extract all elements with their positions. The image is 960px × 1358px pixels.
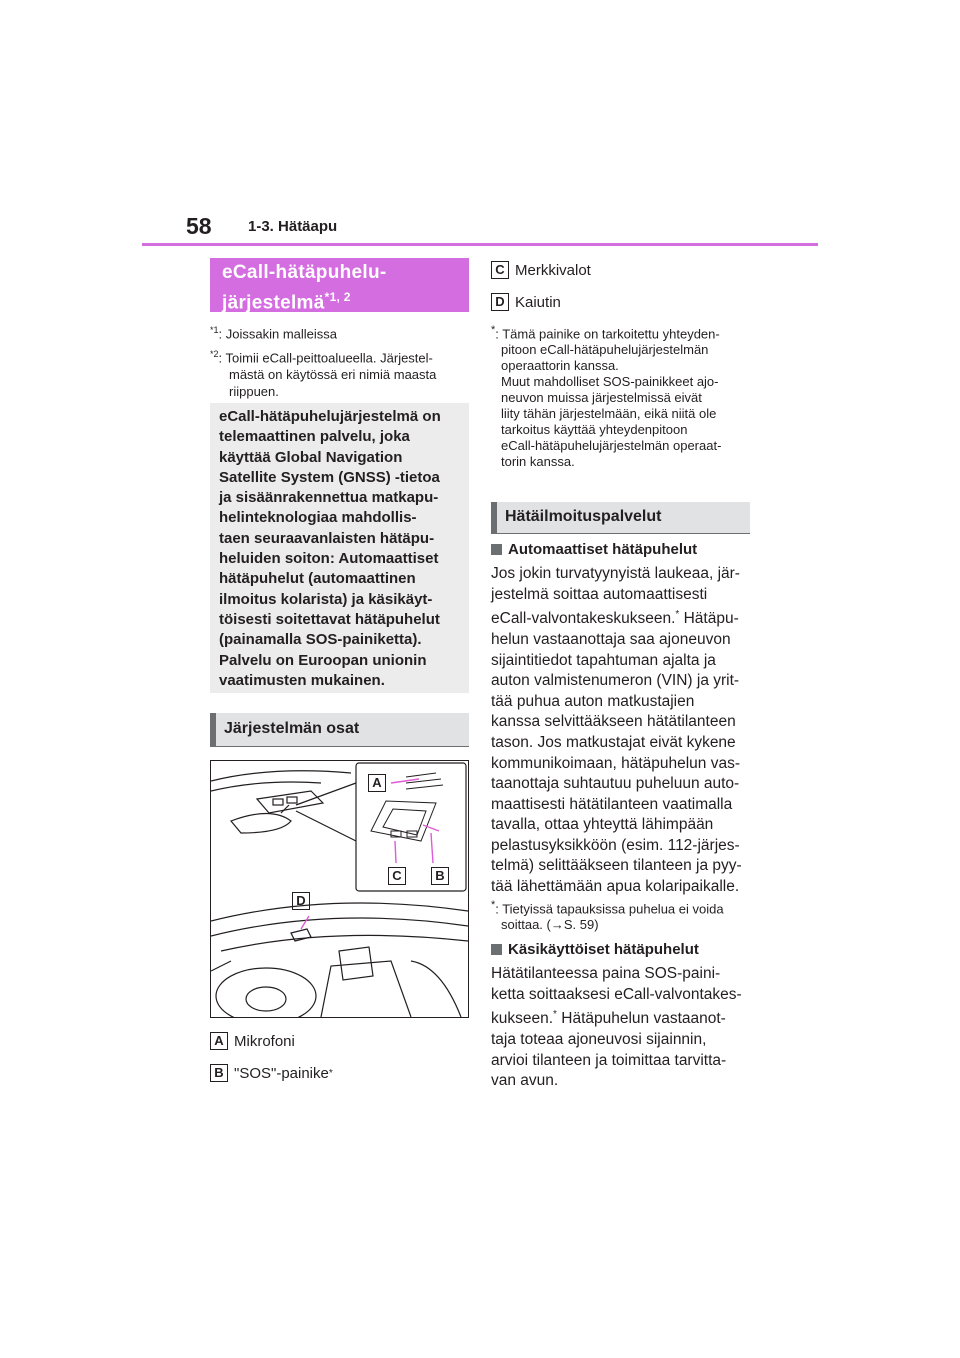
info-line: ilmoitus kolarista) ja käsikäyt- — [219, 590, 433, 608]
body-line: Jos jokin turvatyynyistä laukeaa, jär- — [491, 565, 740, 582]
bullet-square-icon — [491, 544, 502, 555]
figure-label-c: C — [388, 867, 406, 885]
body-line: jestelmä soittaa automaattisesti — [491, 585, 708, 603]
info-line: telemaattinen palvelu, joka — [219, 428, 410, 446]
footnote-1-text: : Joissakin malleissa — [218, 326, 338, 342]
body-line: tää puhua auton matkustajien — [491, 692, 695, 710]
note-line: operaattorin kanssa. — [501, 358, 619, 374]
body-line: tason. Jos matkustajat eivät kykene — [491, 733, 736, 751]
body-line: kanssa selvittääkseen hätätilanteen — [491, 713, 736, 731]
body-line: telmä) selittääkseen tilanteen ja pyy- — [491, 857, 742, 875]
manual-calls-heading — [491, 941, 699, 958]
body-line-tail: Hätäpu- — [679, 610, 739, 628]
note-mark: * — [553, 1009, 557, 1021]
note-mark: * — [491, 324, 496, 336]
body-line: maattisesti hätätilanteen vaatimalla — [491, 795, 733, 813]
info-line: käyttää Global Navigation — [219, 448, 403, 466]
body-line: kommunikoimaan, hätäpuhelun vas- — [491, 754, 740, 772]
info-line: töisesti soitettavat hätäpuhelut — [219, 610, 440, 628]
figure-label-b: B — [431, 867, 449, 885]
auto-calls-footnote — [491, 897, 753, 933]
note-line: : Tämä painike on tarkoitettu yhteyden- — [495, 326, 720, 342]
body-line: van avun. — [491, 1072, 559, 1090]
note-line: : Tietyissä tapauksissa puhelua ei voida — [495, 901, 724, 917]
body-line: Hätätilanteessa paina SOS-paini- — [491, 965, 721, 982]
legend-d-text: Kaiutin — [515, 293, 561, 311]
info-line: helinteknologiaa mahdollis- — [219, 509, 417, 527]
note-mark: * — [491, 899, 496, 911]
ecall-title-box — [210, 258, 469, 312]
body-line: eCall-valvontakeskukseen. — [491, 610, 676, 628]
footnote-2-mark: *2 — [210, 349, 219, 359]
title-line-1: eCall-hätäpuhelu- — [222, 262, 387, 283]
footnote-1 — [210, 322, 472, 342]
legend-a-box: A — [210, 1032, 228, 1050]
info-line: eCall-hätäpuhelujärjestelmä on — [219, 408, 441, 425]
info-line: taen seuraavanlaisten hätäpu- — [219, 529, 435, 547]
title-line-2-text: järjestelmä — [222, 292, 325, 314]
body-line-with-note — [491, 605, 755, 630]
intro-info-box — [210, 403, 469, 693]
header-rule — [142, 243, 818, 246]
body-line: kukseen. — [491, 1010, 554, 1028]
body-line-with-note — [491, 1005, 755, 1030]
note-mark: * — [675, 609, 680, 621]
legend-b-box: B — [210, 1064, 228, 1082]
bullet-square-icon — [491, 944, 502, 955]
legend-b-note-mark: * — [328, 1067, 333, 1079]
section-title: 1-3. Hätäapu — [248, 218, 338, 235]
auto-calls-body — [491, 564, 755, 898]
info-line: vaatimusten mukainen. — [219, 671, 385, 689]
car-interior-illustration — [211, 761, 468, 1017]
info-line: Satellite System (GNSS) -tietoa — [219, 468, 440, 486]
title-footnote-mark: *1, 2 — [324, 290, 351, 304]
info-line: ja sisäänrakennettua matkapu- — [219, 489, 439, 507]
body-line: sijaintitiedot tapahtuman ajalta ja — [491, 651, 716, 669]
components-heading: Järjestelmän osat — [210, 713, 469, 747]
note-line: liity tähän järjestelmään, eikä niitä ole — [501, 406, 717, 422]
sos-button-footnote — [491, 322, 753, 470]
manual-calls-heading-text: Käsikäyttöiset hätäpuhelut — [508, 941, 699, 958]
body-line: ketta soittaaksesi eCall-valvontakes- — [491, 985, 742, 1003]
body-line: auton valmistenumeron (VIN) ja yrit- — [491, 672, 740, 690]
body-line: taja toteaa ajoneuvosi sijainnin, — [491, 1030, 707, 1048]
footnote-2-cont-1: mästä on käytössä eri nimiä maasta — [229, 367, 437, 383]
body-line-tail: Hätäpuhelun vastaanot- — [556, 1010, 726, 1028]
body-line: helun vastaanottaja saa ajoneuvon — [491, 630, 731, 648]
note-line: torin kanssa. — [501, 454, 575, 470]
figure-label-d: D — [292, 892, 310, 910]
body-line: arvioi tilanteen ja toimittaa tarvitta- — [491, 1051, 727, 1069]
footnote-2-text: : Toimii eCall-peittoalueella. Järjestel- — [218, 350, 433, 366]
legend-b-text: "SOS"-painike — [234, 1064, 329, 1082]
legend-c — [491, 261, 591, 279]
note-line: pitoon eCall-hätäpuhelujärjestelmän — [501, 342, 709, 358]
note-line: eCall-hätäpuhelujärjestelmän operaat- — [501, 438, 722, 454]
auto-calls-heading-text: Automaattiset hätäpuhelut — [508, 541, 698, 558]
body-line: pelastusyksikköön (esim. 112-järjes- — [491, 836, 740, 854]
services-heading: Hätäilmoituspalvelut — [491, 502, 750, 534]
page-number: 58 — [186, 213, 212, 239]
title-line-2 — [222, 285, 457, 315]
footnote-2 — [210, 346, 472, 400]
note-line-page-ref[interactable]: soittaa. (→S. 59) — [501, 917, 599, 933]
legend-d-box: D — [491, 293, 509, 311]
legend-d — [491, 293, 561, 311]
body-line: tavalla, ottaa yhteyttä lähimpään — [491, 816, 714, 834]
legend-a — [210, 1032, 295, 1050]
note-line: tarkoitus käyttää yhteydenpitoon — [501, 422, 688, 438]
legend-c-text: Merkkivalot — [515, 261, 591, 279]
info-line: (painamalla SOS-painiketta). — [219, 631, 422, 649]
manual-calls-body — [491, 964, 755, 1092]
legend-c-box: C — [491, 261, 509, 279]
legend-a-text: Mikrofoni — [234, 1032, 295, 1050]
legend-b — [210, 1064, 333, 1082]
figure-label-a: A — [368, 774, 386, 792]
note-line: neuvon muissa järjestelmissä eivät — [501, 390, 702, 406]
info-line: hätäpuhelut (automaattinen — [219, 570, 416, 588]
components-figure — [210, 760, 469, 1018]
footnote-1-mark: *1 — [210, 325, 219, 335]
body-line: taanottaja suhtautuu puheluun auto- — [491, 775, 740, 793]
note-line: Muut mahdolliset SOS-painikkeet ajo- — [501, 374, 719, 390]
body-line: tää lähettämään apua kolaripaikalle. — [491, 878, 740, 896]
info-line: Palvelu on Euroopan unionin — [219, 651, 427, 669]
footnote-2-cont-2: riippuen. — [229, 384, 279, 400]
info-line: heluiden soiton: Automaattiset — [219, 550, 439, 568]
auto-calls-heading — [491, 541, 697, 558]
